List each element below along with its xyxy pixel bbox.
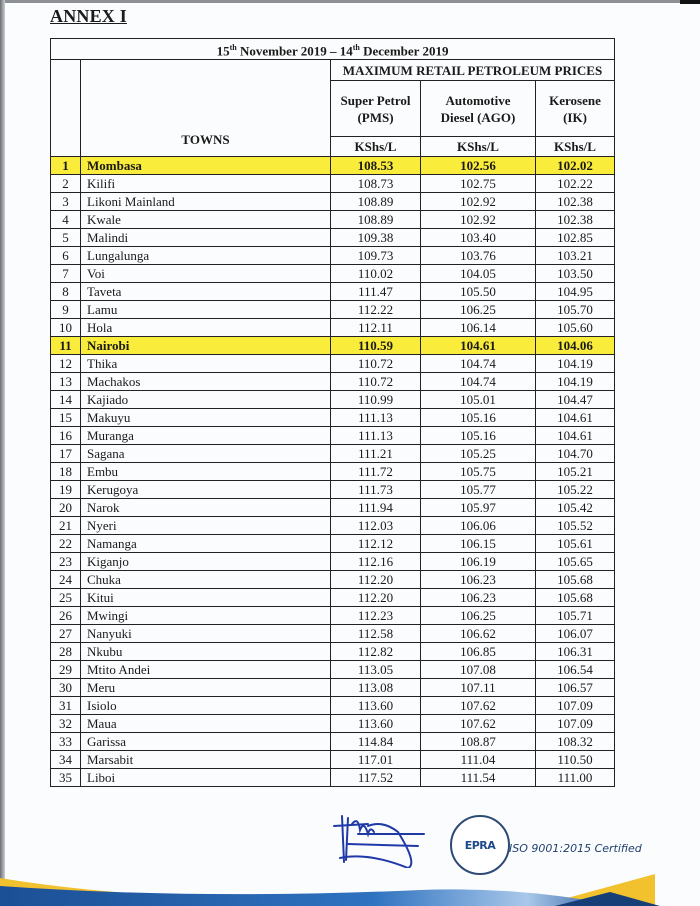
table-row (51, 301, 615, 319)
price-pms: 111.72 (331, 463, 421, 481)
epra-logo: EPRA (450, 815, 510, 875)
row-number: 11 (51, 337, 81, 355)
table-row (51, 175, 615, 193)
price-pms: 112.22 (331, 301, 421, 319)
table-row (51, 229, 615, 247)
town-name: Chuka (81, 571, 331, 589)
price-ago: 107.62 (421, 697, 536, 715)
price-ik: 104.19 (536, 373, 615, 391)
table-row (51, 607, 615, 625)
row-number: 12 (51, 355, 81, 373)
town-name: Mwingi (81, 607, 331, 625)
town-name: Nkubu (81, 643, 331, 661)
town-name: Makuyu (81, 409, 331, 427)
price-pms: 113.60 (331, 697, 421, 715)
price-ago: 106.85 (421, 643, 536, 661)
price-ago: 106.19 (421, 553, 536, 571)
table-row (51, 319, 615, 337)
table-row (51, 535, 615, 553)
town-name: Thika (81, 355, 331, 373)
price-pms: 112.20 (331, 571, 421, 589)
price-ik: 105.68 (536, 589, 615, 607)
row-number: 6 (51, 247, 81, 265)
town-name: Likoni Mainland (81, 193, 331, 211)
row-number: 26 (51, 607, 81, 625)
price-ik: 104.70 (536, 445, 615, 463)
table-row (51, 283, 615, 301)
table-row (51, 157, 615, 175)
price-ik: 102.38 (536, 211, 615, 229)
row-number: 34 (51, 751, 81, 769)
price-ik: 106.54 (536, 661, 615, 679)
table-row (51, 625, 615, 643)
table-row (51, 373, 615, 391)
price-pms: 109.73 (331, 247, 421, 265)
table-row (51, 265, 615, 283)
price-ago: 104.74 (421, 355, 536, 373)
table-row (51, 571, 615, 589)
row-number: 27 (51, 625, 81, 643)
price-ago: 105.16 (421, 427, 536, 445)
price-pms: 117.52 (331, 769, 421, 787)
town-name: Taveta (81, 283, 331, 301)
town-name: Voi (81, 265, 331, 283)
town-name: Kitui (81, 589, 331, 607)
price-pms: 112.03 (331, 517, 421, 535)
table-row (51, 391, 615, 409)
price-pms: 111.94 (331, 499, 421, 517)
price-ago: 105.97 (421, 499, 536, 517)
price-ik: 108.32 (536, 733, 615, 751)
table-row (51, 553, 615, 571)
price-pms: 111.47 (331, 283, 421, 301)
row-number: 5 (51, 229, 81, 247)
table-row (51, 355, 615, 373)
price-ik: 102.38 (536, 193, 615, 211)
row-number: 18 (51, 463, 81, 481)
price-ago: 102.92 (421, 211, 536, 229)
price-ago: 105.77 (421, 481, 536, 499)
town-name: Hola (81, 319, 331, 337)
row-number: 8 (51, 283, 81, 301)
table-row (51, 409, 615, 427)
price-ik: 105.61 (536, 535, 615, 553)
price-ago: 104.61 (421, 337, 536, 355)
scan-edge-left (0, 0, 5, 906)
row-number: 4 (51, 211, 81, 229)
price-ik: 111.00 (536, 769, 615, 787)
price-ago: 106.25 (421, 607, 536, 625)
town-name: Nyeri (81, 517, 331, 535)
price-ik: 103.21 (536, 247, 615, 265)
table-row (51, 193, 615, 211)
unit-ik: KShs/L (536, 137, 615, 157)
price-ik: 104.47 (536, 391, 615, 409)
town-name: Muranga (81, 427, 331, 445)
price-ik: 102.02 (536, 157, 615, 175)
fuel-header-pms: Super Petrol (PMS) (331, 81, 421, 137)
price-ik: 105.71 (536, 607, 615, 625)
row-number: 14 (51, 391, 81, 409)
price-pms: 113.05 (331, 661, 421, 679)
price-ik: 104.61 (536, 427, 615, 445)
price-ago: 106.25 (421, 301, 536, 319)
row-number: 33 (51, 733, 81, 751)
row-number: 20 (51, 499, 81, 517)
row-number: 30 (51, 679, 81, 697)
price-ago: 107.11 (421, 679, 536, 697)
row-number: 24 (51, 571, 81, 589)
row-number: 28 (51, 643, 81, 661)
town-name: Kwale (81, 211, 331, 229)
price-pms: 117.01 (331, 751, 421, 769)
town-name: Kerugoya (81, 481, 331, 499)
price-pms: 112.12 (331, 535, 421, 553)
price-rows (51, 157, 615, 787)
price-pms: 111.13 (331, 427, 421, 445)
price-pms: 110.72 (331, 373, 421, 391)
price-ago: 108.87 (421, 733, 536, 751)
price-ik: 106.31 (536, 643, 615, 661)
price-pms: 111.73 (331, 481, 421, 499)
price-ik: 104.61 (536, 409, 615, 427)
price-ago: 103.40 (421, 229, 536, 247)
price-ik: 102.22 (536, 175, 615, 193)
price-ik: 105.22 (536, 481, 615, 499)
price-pms: 110.59 (331, 337, 421, 355)
town-name: Mombasa (81, 157, 331, 175)
iso-certification: ISO 9001:2015 Certified (509, 842, 642, 855)
row-number: 25 (51, 589, 81, 607)
unit-ago: KShs/L (421, 137, 536, 157)
price-pms: 114.84 (331, 733, 421, 751)
price-ago: 105.25 (421, 445, 536, 463)
table-row (51, 769, 615, 787)
row-number: 3 (51, 193, 81, 211)
price-ik: 104.95 (536, 283, 615, 301)
price-pms: 111.13 (331, 409, 421, 427)
table-row (51, 751, 615, 769)
annex-title: ANNEX I (50, 6, 127, 26)
table-row (51, 481, 615, 499)
price-ago: 104.74 (421, 373, 536, 391)
price-ik: 104.19 (536, 355, 615, 373)
price-ik: 105.65 (536, 553, 615, 571)
price-pms: 110.02 (331, 265, 421, 283)
price-pms: 112.82 (331, 643, 421, 661)
price-ago: 107.08 (421, 661, 536, 679)
row-number: 31 (51, 697, 81, 715)
price-ago: 103.76 (421, 247, 536, 265)
price-ik: 110.50 (536, 751, 615, 769)
table-row (51, 589, 615, 607)
fuel-header-ik: Kerosene (IK) (536, 81, 615, 137)
number-header (51, 60, 81, 157)
price-ago: 106.23 (421, 589, 536, 607)
row-number: 17 (51, 445, 81, 463)
town-name: Kilifi (81, 175, 331, 193)
price-ik: 103.50 (536, 265, 615, 283)
price-ago: 107.62 (421, 715, 536, 733)
table-row (51, 337, 615, 355)
town-name: Kajiado (81, 391, 331, 409)
town-name: Garissa (81, 733, 331, 751)
price-ago: 104.05 (421, 265, 536, 283)
footer-wave (0, 860, 700, 906)
price-pms: 113.08 (331, 679, 421, 697)
price-pms: 112.58 (331, 625, 421, 643)
price-pms: 108.89 (331, 211, 421, 229)
price-pms: 112.20 (331, 589, 421, 607)
price-pms: 108.73 (331, 175, 421, 193)
period-heading: 15th November 2019 – 14th December 2019 (51, 39, 615, 60)
price-ik: 104.06 (536, 337, 615, 355)
town-name: Isiolo (81, 697, 331, 715)
price-ik: 107.09 (536, 715, 615, 733)
table-row (51, 733, 615, 751)
scan-edge-top (0, 0, 700, 3)
table-row (51, 661, 615, 679)
row-number: 10 (51, 319, 81, 337)
row-number: 9 (51, 301, 81, 319)
price-ik: 105.70 (536, 301, 615, 319)
row-number: 16 (51, 427, 81, 445)
price-ago: 106.06 (421, 517, 536, 535)
price-ik: 105.21 (536, 463, 615, 481)
price-pms: 109.38 (331, 229, 421, 247)
town-name: Narok (81, 499, 331, 517)
row-number: 15 (51, 409, 81, 427)
table-row (51, 517, 615, 535)
town-name: Kiganjo (81, 553, 331, 571)
table-row (51, 499, 615, 517)
price-pms: 112.23 (331, 607, 421, 625)
row-number: 22 (51, 535, 81, 553)
price-ago: 105.16 (421, 409, 536, 427)
price-ago: 106.15 (421, 535, 536, 553)
table-row (51, 463, 615, 481)
town-name: Nairobi (81, 337, 331, 355)
town-name: Lungalunga (81, 247, 331, 265)
price-pms: 108.89 (331, 193, 421, 211)
price-ago: 106.14 (421, 319, 536, 337)
row-number: 21 (51, 517, 81, 535)
town-name: Maua (81, 715, 331, 733)
towns-header: TOWNS (81, 60, 331, 157)
price-ago: 106.23 (421, 571, 536, 589)
price-ik: 105.42 (536, 499, 615, 517)
scan-edge-corner (680, 0, 700, 4)
table-row (51, 715, 615, 733)
fuel-header-ago: Automotive Diesel (AGO) (421, 81, 536, 137)
price-pms: 112.16 (331, 553, 421, 571)
price-ago: 106.62 (421, 625, 536, 643)
price-pms: 110.72 (331, 355, 421, 373)
price-ik: 106.57 (536, 679, 615, 697)
price-ago: 111.54 (421, 769, 536, 787)
price-pms: 108.53 (331, 157, 421, 175)
heading-row (51, 60, 615, 81)
table-row (51, 427, 615, 445)
table-row (51, 445, 615, 463)
town-name: Marsabit (81, 751, 331, 769)
price-ago: 111.04 (421, 751, 536, 769)
price-pms: 113.60 (331, 715, 421, 733)
petroleum-prices-table (50, 38, 615, 787)
price-ik: 105.68 (536, 571, 615, 589)
table-row (51, 643, 615, 661)
town-name: Embu (81, 463, 331, 481)
row-number: 2 (51, 175, 81, 193)
row-number: 29 (51, 661, 81, 679)
price-ago: 102.56 (421, 157, 536, 175)
price-ago: 105.01 (421, 391, 536, 409)
town-name: Meru (81, 679, 331, 697)
town-name: Lamu (81, 301, 331, 319)
row-number: 1 (51, 157, 81, 175)
price-ago: 102.75 (421, 175, 536, 193)
price-ik: 106.07 (536, 625, 615, 643)
price-pms: 110.99 (331, 391, 421, 409)
town-name: Namanga (81, 535, 331, 553)
unit-pms: KShs/L (331, 137, 421, 157)
table-row (51, 211, 615, 229)
town-name: Nanyuki (81, 625, 331, 643)
price-ik: 105.60 (536, 319, 615, 337)
table-heading: MAXIMUM RETAIL PETROLEUM PRICES (331, 60, 615, 81)
price-ik: 105.52 (536, 517, 615, 535)
wave-blue (0, 886, 620, 906)
town-name: Sagana (81, 445, 331, 463)
price-ik: 107.09 (536, 697, 615, 715)
town-name: Liboi (81, 769, 331, 787)
row-number: 23 (51, 553, 81, 571)
price-ago: 105.75 (421, 463, 536, 481)
price-ago: 102.92 (421, 193, 536, 211)
row-number: 32 (51, 715, 81, 733)
table-row (51, 247, 615, 265)
price-ik: 102.85 (536, 229, 615, 247)
row-number: 35 (51, 769, 81, 787)
table-row (51, 679, 615, 697)
price-pms: 112.11 (331, 319, 421, 337)
row-number: 19 (51, 481, 81, 499)
price-pms: 111.21 (331, 445, 421, 463)
town-name: Mtito Andei (81, 661, 331, 679)
row-number: 7 (51, 265, 81, 283)
town-name: Malindi (81, 229, 331, 247)
row-number: 13 (51, 373, 81, 391)
price-ago: 105.50 (421, 283, 536, 301)
town-name: Machakos (81, 373, 331, 391)
table-row (51, 697, 615, 715)
period-row (51, 39, 615, 60)
